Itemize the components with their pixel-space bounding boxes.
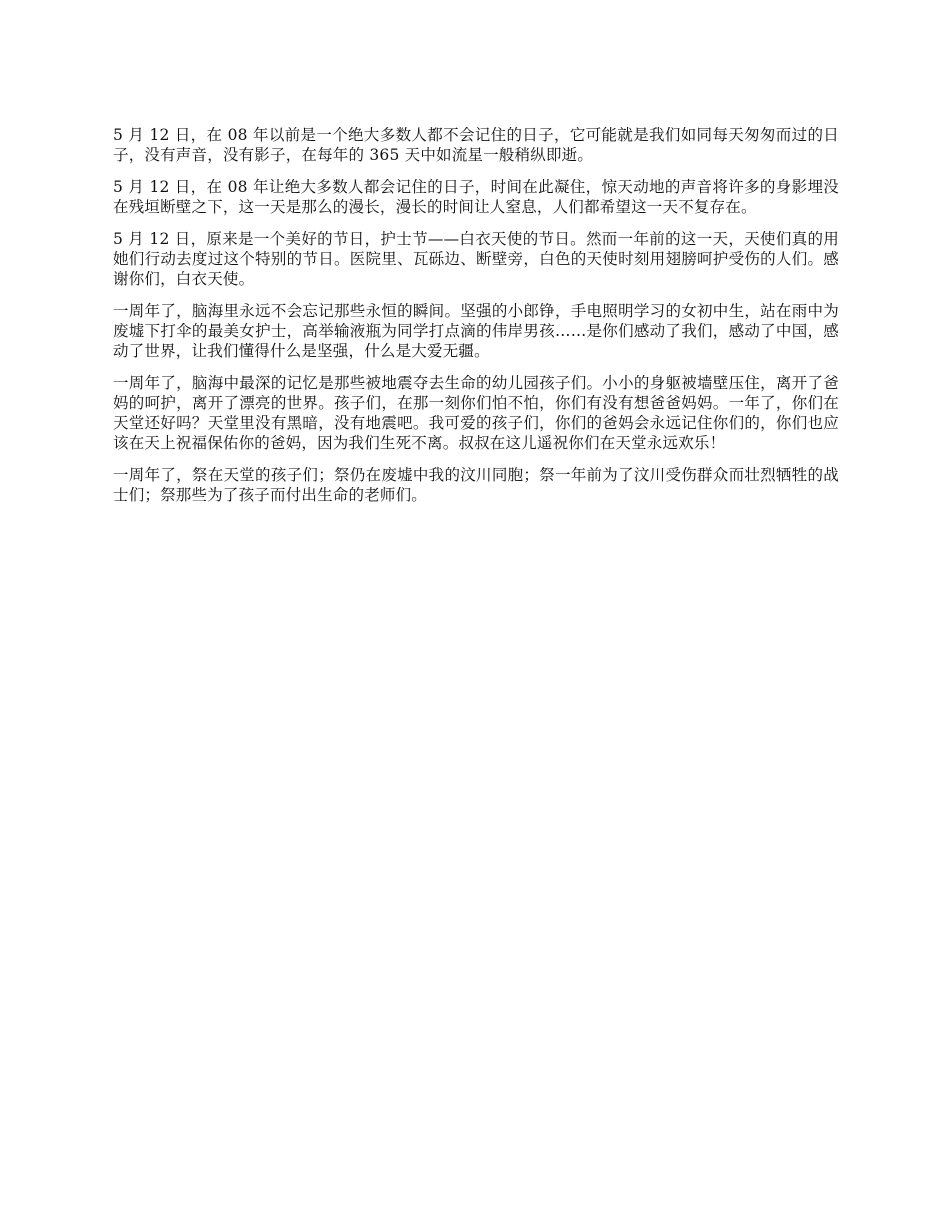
paragraph-4: 一周年了，脑海里永远不会忘记那些永恒的瞬间。坚强的小郎铮，手电照明学习的女初中生，站在雨中为废墟下打伞的最美女护士，高举输液瓶为同学打点滴的伟岸男孩……是你们感动了我们，感动了中国，感动了世界，让我们懂得什么是坚强，什么是大爱无疆。 [113, 302, 839, 360]
paragraph-1: 5 月 12 日，在 08 年以前是一个绝大多数人都不会记住的日子，它可能就是我们如同每天匆匆而过的日子，没有声音，没有影子，在每年的 365 天中如流星一般稍纵即逝。 [113, 126, 839, 164]
paragraph-3: 5 月 12 日，原来是一个美好的节日，护士节——白衣天使的节日。然而一年前的这一天，天使们真的用她们行动去度过这个特别的节日。医院里、瓦砾边、断壁旁，白色的天使时刻用翅膀呵护受伤的人们。感谢你们，白衣天使。 [113, 230, 839, 288]
document-body [113, 125, 839, 517]
paragraph-2: 5 月 12 日，在 08 年让绝大多数人都会记住的日子，时间在此凝住，惊天动地的声音将许多的身影埋没在残垣断壁之下，这一天是那么的漫长，漫长的时间让人窒息，人们都希望这一天不复存在。 [113, 178, 839, 216]
paragraph-6: 一周年了，祭在天堂的孩子们；祭仍在废墟中我的汶川同胞；祭一年前为了汶川受伤群众而壮烈牺牲的战士们；祭那些为了孩子而付出生命的老师们。 [113, 466, 839, 504]
paragraph-5: 一周年了，脑海中最深的记忆是那些被地震夺去生命的幼儿园孩子们。小小的身躯被墙壁压住，离开了爸妈的呵护，离开了漂亮的世界。孩子们，在那一刻你们怕不怕，你们有没有想爸爸妈妈。一年了，你们在天堂还好吗？天堂里没有黑暗，没有地震吧。我可爱的孩子们，你们的爸妈会永远记住你们的，你们也应该在天上祝福保佑你的爸妈，因为我们生死不离。叔叔在这儿遥祝你们在天堂永远欢乐！ [113, 374, 839, 452]
